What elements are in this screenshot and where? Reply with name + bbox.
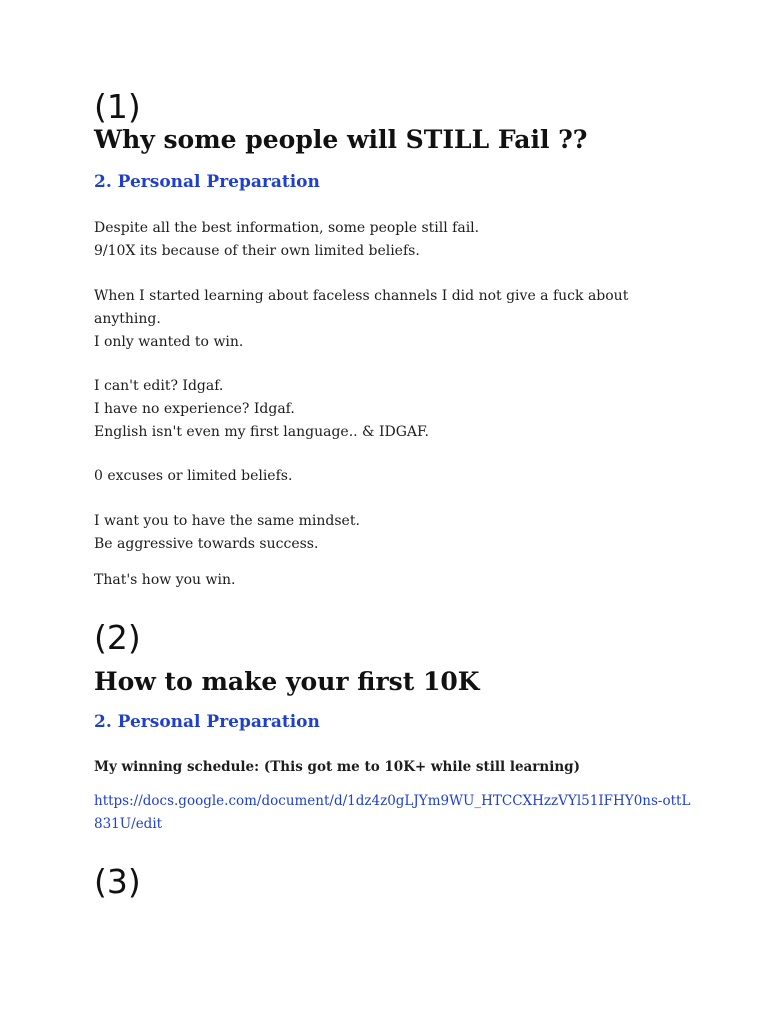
section-1-subtitle: 2. Personal Preparation (94, 172, 320, 192)
section-1-title: Why some people will STILL Fail ?? (94, 125, 588, 154)
paragraph-2: When I started learning about faceless channels I did not give a fuck about anything. I only wanted to win. (94, 288, 629, 350)
section-1-number: (1) (94, 87, 141, 126)
schedule-text: My winning schedule: (This got me to 10K+ while still learning) (94, 759, 580, 775)
paragraph-1: Despite all the best information, some people still fail. 9/10X its because of their own limited beliefs. (94, 220, 480, 259)
section-2-number: (2) (94, 618, 141, 657)
paragraph-5: I want you to have the same mindset. Be aggressive towards success. (94, 513, 360, 552)
section-2-title: How to make your first 10K (94, 667, 480, 696)
paragraph-4: 0 excuses or limited beliefs. (94, 468, 293, 484)
section-3-number: (3) (94, 862, 141, 901)
paragraph-6: That's how you win. (94, 572, 236, 588)
schedule-link[interactable]: https://docs.google.com/document/d/1dz4z0gLJYm9WU_HTCCXHzzVYl51IFHY0ns-ottL831U/edit (94, 793, 691, 832)
paragraph-3: I can't edit? Idgaf. I have no experience? Idgaf. English isn't even my first language.. & IDGAF. (94, 378, 429, 440)
section-2-subtitle: 2. Personal Preparation (94, 712, 320, 732)
